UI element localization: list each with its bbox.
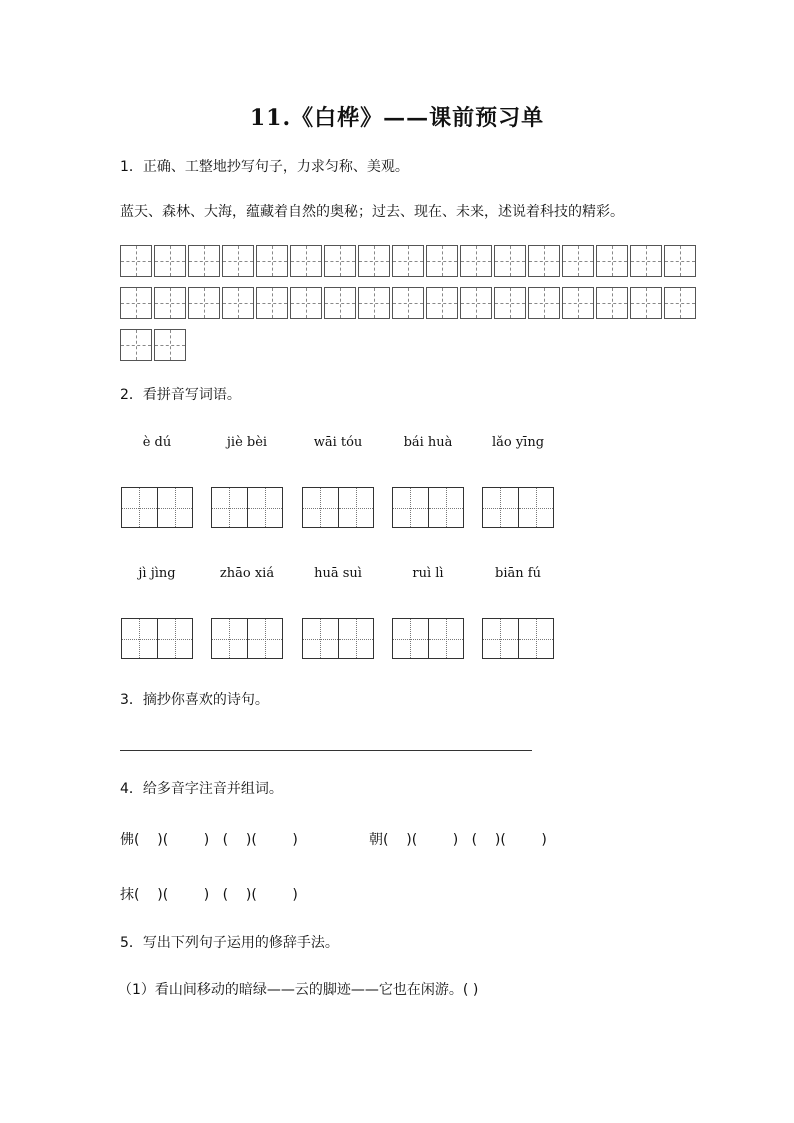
copy-cell[interactable]	[188, 245, 220, 277]
copy-cell[interactable]	[630, 287, 662, 319]
copy-grid-row-3	[120, 329, 698, 361]
copy-cell[interactable]	[562, 245, 594, 277]
pinyin-label: bái huà	[403, 435, 453, 450]
question-1-sentence: 蓝天、森林、大海，蕴藏着自然的奥秘；过去、现在、未来，述说着科技的精彩。	[120, 204, 624, 220]
copy-cell[interactable]	[222, 245, 254, 277]
question-2-prompt: 2．看拼音写词语。	[120, 387, 241, 403]
pinyin-label: biān fú	[495, 566, 541, 581]
copy-cell[interactable]	[358, 287, 390, 319]
question-4-prompt: 4．给多音字注音并组词。	[120, 781, 283, 797]
copy-cell[interactable]	[392, 245, 424, 277]
word-answer-box[interactable]	[392, 618, 464, 659]
copy-cell[interactable]	[256, 287, 288, 319]
question-3-prompt: 3．摘抄你喜欢的诗句。	[120, 692, 269, 708]
copy-cell[interactable]	[664, 245, 696, 277]
copy-cell[interactable]	[494, 245, 526, 277]
copy-cell[interactable]	[290, 245, 322, 277]
pinyin-label: zhāo xiá	[219, 566, 275, 581]
copy-cell[interactable]	[426, 287, 458, 319]
copy-cell[interactable]	[188, 287, 220, 319]
pinyin-label: è dú	[142, 435, 172, 450]
word-answer-box[interactable]	[482, 618, 554, 659]
copy-cell[interactable]	[324, 245, 356, 277]
copy-cell[interactable]	[256, 245, 288, 277]
copy-cell[interactable]	[562, 287, 594, 319]
copy-cell[interactable]	[358, 245, 390, 277]
copy-cell[interactable]	[120, 287, 152, 319]
copy-cell[interactable]	[154, 329, 186, 361]
question-5-sentence-1[interactable]: （1）看山间移动的暗绿——云的脚迹——它也在闲游。( )	[118, 982, 479, 998]
word-answer-box[interactable]	[211, 487, 283, 528]
polyphone-item-mo[interactable]: 抹( )( ) ( )( )	[120, 887, 298, 903]
copy-cell[interactable]	[154, 245, 186, 277]
pinyin-label: jiè bèi	[226, 435, 268, 450]
copy-cell[interactable]	[528, 287, 560, 319]
copy-cell[interactable]	[324, 287, 356, 319]
copy-cell[interactable]	[630, 245, 662, 277]
pinyin-label: huā suì	[314, 566, 362, 581]
word-answer-box[interactable]	[121, 487, 193, 528]
pinyin-label: ruì lì	[412, 566, 444, 581]
copy-cell[interactable]	[528, 245, 560, 277]
word-answer-box[interactable]	[211, 618, 283, 659]
pinyin-label: lǎo yīng	[491, 435, 545, 450]
copy-cell[interactable]	[222, 287, 254, 319]
copy-cell[interactable]	[664, 287, 696, 319]
pinyin-label: jì jìng	[138, 566, 176, 581]
word-answer-box[interactable]	[302, 487, 374, 528]
word-answer-box[interactable]	[302, 618, 374, 659]
question-1-prompt: 1．正确、工整地抄写句子，力求匀称、美观。	[120, 159, 409, 175]
copy-cell[interactable]	[392, 287, 424, 319]
polyphone-item-chao[interactable]: 朝( )( ) ( )( )	[369, 832, 547, 848]
copy-cell[interactable]	[426, 245, 458, 277]
copy-grid-row-2	[120, 287, 698, 319]
word-answer-box[interactable]	[392, 487, 464, 528]
copy-cell[interactable]	[494, 287, 526, 319]
polyphone-item-fo[interactable]: 佛( )( ) ( )( )	[120, 832, 298, 848]
page-title: 11.《白桦》——课前预习单	[249, 105, 545, 131]
copy-cell[interactable]	[154, 287, 186, 319]
copy-grid	[120, 245, 698, 361]
copy-cell[interactable]	[596, 245, 628, 277]
copy-cell[interactable]	[596, 287, 628, 319]
pinyin-label: wāi tóu	[313, 435, 363, 450]
copy-cell[interactable]	[460, 287, 492, 319]
copy-grid-row-1	[120, 245, 698, 277]
copy-cell[interactable]	[120, 245, 152, 277]
word-answer-box[interactable]	[482, 487, 554, 528]
copy-cell[interactable]	[120, 329, 152, 361]
answer-line[interactable]	[120, 750, 532, 751]
copy-cell[interactable]	[460, 245, 492, 277]
question-5-prompt: 5．写出下列句子运用的修辞手法。	[120, 935, 339, 951]
word-answer-box[interactable]	[121, 618, 193, 659]
copy-cell[interactable]	[290, 287, 322, 319]
